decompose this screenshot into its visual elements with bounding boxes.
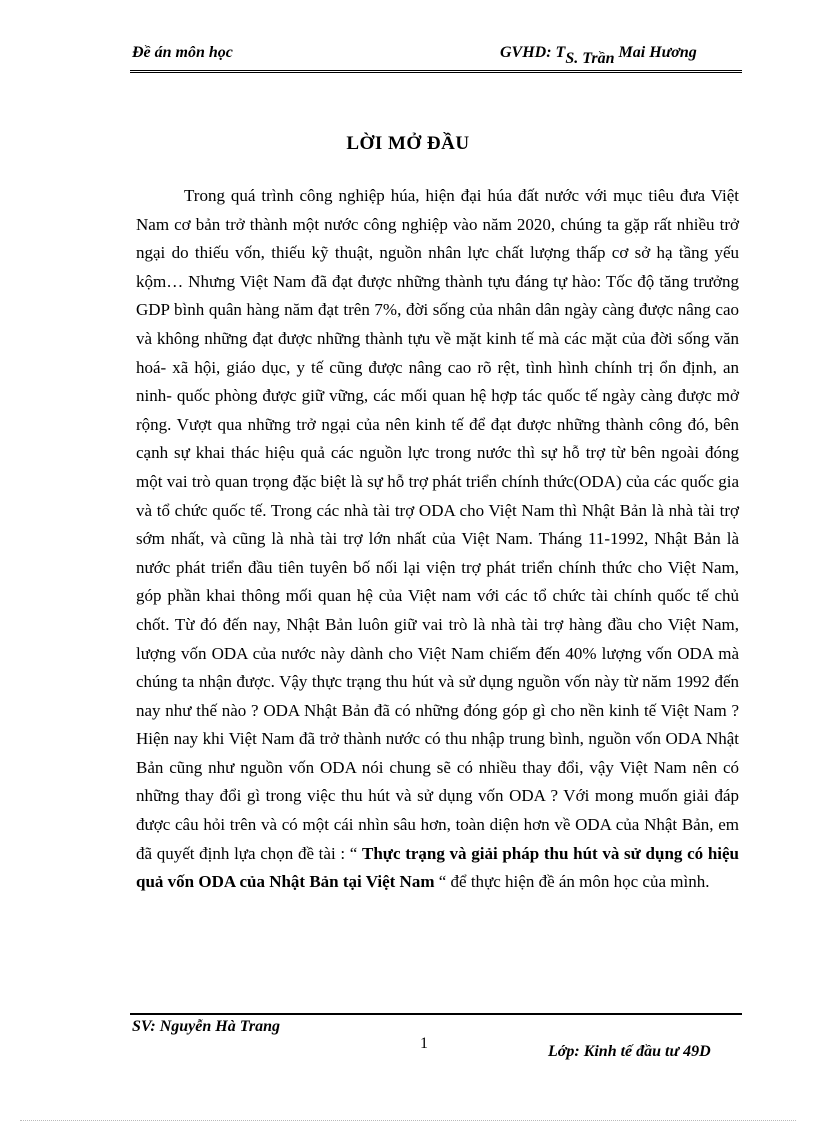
footer-divider: [130, 1013, 742, 1015]
header-divider: [130, 70, 742, 73]
header-course-label: Đề án môn học: [132, 44, 233, 61]
footer-student-name: SV: Nguyễn Hà Trang: [132, 1018, 281, 1035]
body-paragraph: [136, 182, 739, 897]
page-number: 1: [420, 1035, 428, 1052]
header-supervisor-suffix: Mai Hương: [614, 44, 697, 61]
body-text-intro: Trong quá trình công nghiệp húa, hiện đại húa đất nước với mục tiêu đưa Việt Nam cơ bản trở thành một nước công nghiệp vào năm 2020, chúng ta gặp rất nhiều trở ngại do thiếu vốn, thiếu kỹ thuật, nguồn nhân lực chất lượng thấp cơ sở hạ tầng yếu kộm… Nhưng Việt Nam đã đạt được những thành tựu đáng tự hào: Tốc độ tăng trưởng GDP bình quân hàng năm đạt trên 7%, đời sống của nhân dân ngày càng được nâng cao và không những đạt được những thành tựu về mặt kinh tế mà các mặt của đời sống văn hoá- xã hội, giáo dục, y tế cũng được nâng cao rõ rệt, tình hình chính trị ổn định, an ninh- quốc phòng được giữ vững, các mối quan hệ hợp tác quốc tế ngày càng được mở rộng. Vượt qua những trở ngại của nên kinh tế để đạt được những thành công đó, bên cạnh sự khai thác hiệu quả các nguồn lực trong nước thì sự hỗ trợ từ bên ngoài đóng một vai trò quan trọng đặc biệt là sự hỗ trợ phát triển chính thức(ODA) của các quốc gia và tổ chức quốc tế. Trong các nhà tài trợ ODA cho Việt Nam thì Nhật Bản là nhà tài trợ sớm nhất, và cũng là nhà tài trợ lớn nhất của Việt Nam. Tháng 11-1992, Nhật Bản là nước phát triển đầu tiên tuyên bố nối lại viện trợ phát triển chính thức cho Việt Nam, góp phần khai thông mối quan hệ của Việt nam với các tổ chức tài chính quốc tế chủ chốt. Từ đó đến nay, Nhật Bản luôn giữ vai trò là nhà tài trợ hàng đầu cho Việt Nam, lượng vốn ODA của nước này dành cho Việt Nam chiếm đến 40% lượng vốn ODA mà chúng ta nhận được. Vậy thực trạng thu hút và sử dụng nguồn vốn này từ năm 1992 đến nay như thế nào ? ODA Nhật Bản đã có những đóng góp gì cho nền kinh tế Việt Nam ? Hiện nay khi Việt Nam đã trở thành nước có thu nhập trung bình, nguồn vốn ODA Nhật Bản cũng như nguồn vốn ODA nói chung sẽ có nhiều thay đổi, vậy Việt Nam nên có những thay đổi gì trong việc thu hút và sử dụng vốn ODA ? Với mong muốn giải đáp được câu hỏi trên và có một cái nhìn sâu hơn, toàn diện hơn về ODA của Nhật Bản, em đã quyết định lựa chọn đề tài : “: [136, 186, 739, 863]
body-text: [136, 182, 739, 897]
page-title: LỜI MỞ ĐẦU: [346, 133, 470, 154]
header-supervisor-sub: S. Trần: [565, 50, 615, 67]
footer-class-label: Lớp: Kinh tế đầu tư 49D: [548, 1043, 711, 1060]
header-supervisor: [500, 44, 697, 67]
body-topic-title: Thực trạng và giải pháp thu hút và sử dụng có hiệu quả vốn ODA của Nhật Bản tại Việt Nam: [136, 843, 740, 892]
header-supervisor-prefix: GVHD: T: [500, 44, 566, 61]
page-edge-divider: [20, 1120, 796, 1121]
body-text-closing: “ để thực hiện đề án môn học của mình.: [434, 872, 710, 892]
